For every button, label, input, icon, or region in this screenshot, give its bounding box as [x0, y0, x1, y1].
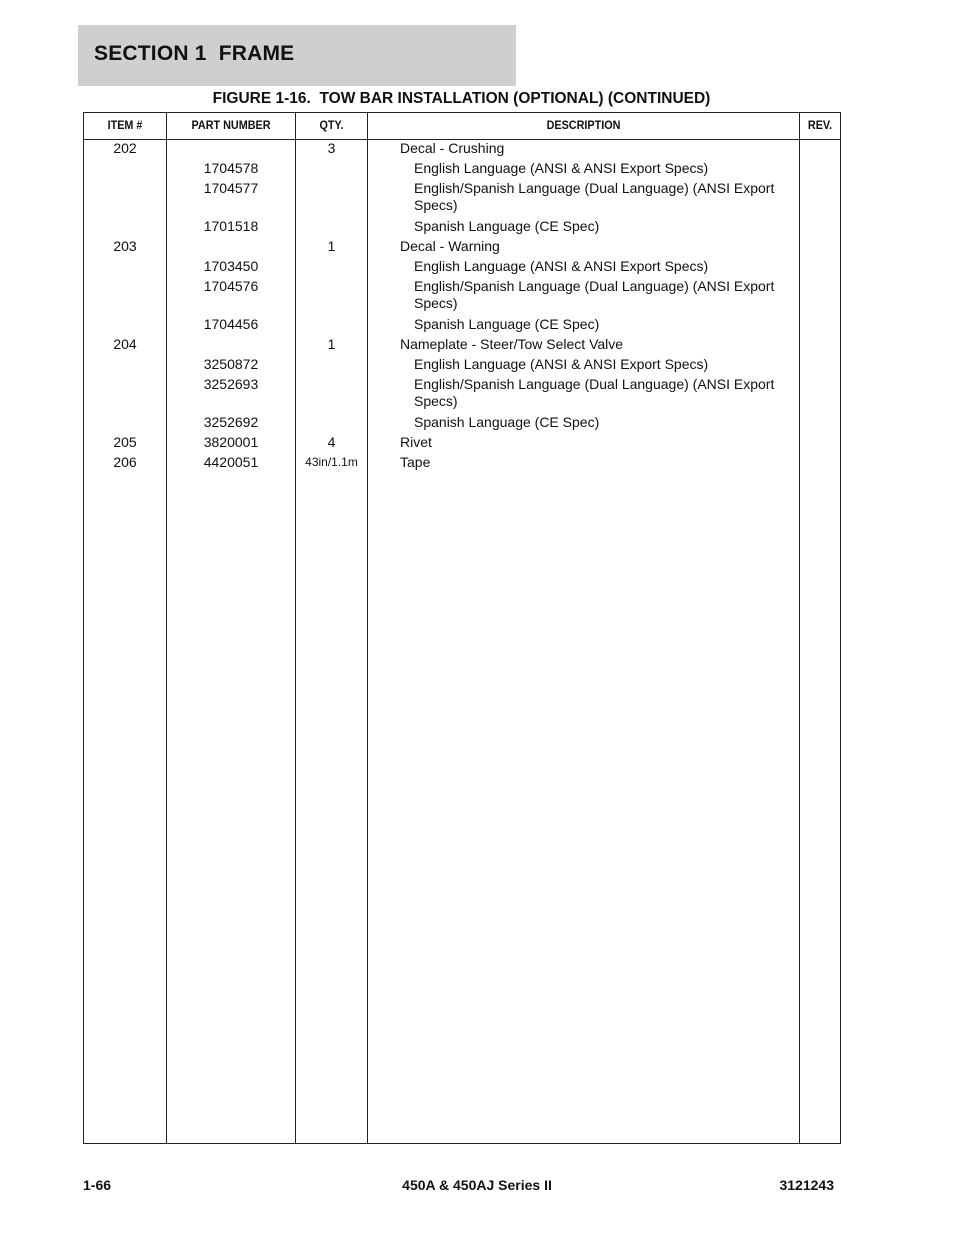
part-number-cell: 1704456	[203, 316, 259, 332]
part-number-cell: 1703450	[203, 258, 259, 274]
table-row	[84, 278, 840, 316]
description-cell: Nameplate - Steer/Tow Select Valve	[400, 336, 624, 352]
model-name: 450A & 450AJ Series II	[402, 1177, 552, 1193]
description-cell: Rivet	[400, 434, 432, 450]
part-number-cell: 3252692	[203, 414, 259, 430]
part-number-cell: 3252693	[203, 376, 259, 392]
page-number: 1-66	[83, 1177, 112, 1193]
table-header-row	[84, 113, 840, 140]
quantity-cell: 4	[327, 434, 336, 450]
header-part-number: PART NUMBER	[191, 118, 271, 132]
item-number-cell: 204	[113, 336, 137, 352]
description-cell: English Language (ANSI & ANSI Export Specs)	[414, 160, 709, 176]
table-row	[84, 218, 840, 238]
quantity-cell: 1	[327, 238, 336, 254]
description-cell: Spanish Language (CE Spec)	[414, 414, 600, 430]
description-cell: English Language (ANSI & ANSI Export Specs)	[414, 356, 709, 372]
description-cell: Spanish Language (CE Spec)	[414, 316, 600, 332]
document-number: 3121243	[779, 1177, 834, 1193]
description-cell: Tape	[400, 454, 431, 470]
table-body	[84, 140, 840, 474]
table-row	[84, 414, 840, 434]
table-row	[84, 434, 840, 454]
header-item: ITEM #	[107, 118, 143, 132]
description-cell: Decal - Warning	[400, 238, 500, 254]
section-header-band	[78, 25, 516, 86]
table-row	[84, 180, 840, 218]
description-cell: English/Spanish Language (Dual Language) (ANSI Export Specs)	[414, 180, 775, 213]
description-cell: Decal - Crushing	[400, 140, 505, 156]
quantity-cell: 43in/1.1m	[305, 455, 358, 469]
table-row	[84, 356, 840, 376]
table-row	[84, 258, 840, 278]
table-row	[84, 336, 840, 356]
table-row	[84, 140, 840, 160]
part-number-cell: 1704577	[203, 180, 259, 196]
part-number-cell: 4420051	[203, 454, 259, 470]
item-number-cell: 203	[113, 238, 137, 254]
description-cell: English/Spanish Language (Dual Language) (ANSI Export Specs)	[414, 376, 775, 409]
part-number-cell: 1704578	[203, 160, 259, 176]
quantity-cell: 3	[327, 140, 336, 156]
header-rev: REV.	[807, 118, 833, 132]
figure-title: FIGURE 1-16. TOW BAR INSTALLATION (OPTIONAL) (CONTINUED)	[212, 90, 711, 107]
header-description: DESCRIPTION	[546, 118, 621, 132]
section-title: SECTION 1 FRAME	[94, 42, 295, 65]
part-number-cell: 3820001	[203, 434, 259, 450]
table-row	[84, 316, 840, 336]
part-number-cell: 1701518	[203, 218, 259, 234]
table-row	[84, 238, 840, 258]
parts-table	[83, 112, 841, 1144]
part-number-cell: 3250872	[203, 356, 259, 372]
item-number-cell: 206	[113, 454, 137, 470]
table-row	[84, 376, 840, 414]
description-cell: English/Spanish Language (Dual Language) (ANSI Export Specs)	[414, 278, 775, 311]
quantity-cell: 1	[327, 336, 336, 352]
description-cell: English Language (ANSI & ANSI Export Specs)	[414, 258, 709, 274]
item-number-cell: 202	[113, 140, 137, 156]
item-number-cell: 205	[113, 434, 137, 450]
header-qty: QTY.	[319, 118, 344, 132]
description-cell: Spanish Language (CE Spec)	[414, 218, 600, 234]
table-row	[84, 454, 840, 474]
part-number-cell: 1704576	[203, 278, 259, 294]
table-row	[84, 160, 840, 180]
